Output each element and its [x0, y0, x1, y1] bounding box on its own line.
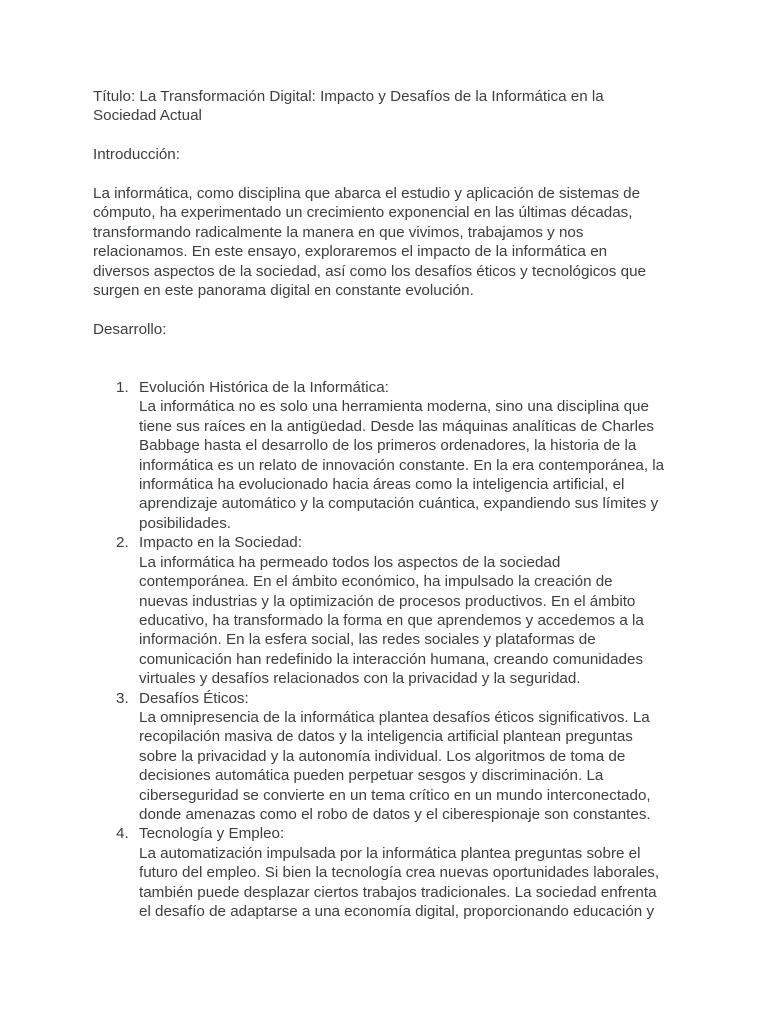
section-heading: Desafíos Éticos: [139, 689, 249, 707]
spacer [93, 126, 693, 145]
section-heading: Impacto en la Sociedad: [139, 534, 302, 552]
spacer [93, 339, 693, 378]
section-text: La automatización impulsada por la informática plantea preguntas sobre el futuro del empleo. Si bien la tecnología crea nuevas oportunidades laborales, también puede desplazar ciertos trabajos tradicionales. La sociedad enfrenta el desafío de adaptarse a una economía digital, proporcionando educación y [139, 844, 660, 920]
section-text: La omnipresencia de la informática plantea desafíos éticos significativos. La recopilación masiva de datos y la inteligencia artificial plantean preguntas sobre la privacidad y la autonomía individual. Los algoritmos de toma de decisiones automática pueden perpetuar sesgos y discriminación. La ciberseguridad se convierte en un tema crítico en un mundo interconectado, donde amenazas como el robo de datos y el ciberespionaje son constantes. [139, 708, 651, 823]
list-item [93, 533, 693, 688]
list-item [93, 689, 693, 825]
document-title: Título: La Transformación Digital: Impacto y Desafíos de la Informática en la Sociedad Actual [93, 88, 604, 125]
section-text: La informática ha permeado todos los aspectos de la sociedad contemporánea. En el ámbito económico, ha impulsado la creación de nuevas industrias y la optimización de procesos productivos. En el ámbito educativo, ha transformado la forma en que aprendemos y accedemos a la información. En la esfera social, las redes sociales y plataformas de comunicación han redefinido la interacción humana, creando comunidades virtuales y desafíos relacionados con la privacidad y la seguridad. [139, 553, 644, 688]
list-item-number: 1. [116, 379, 129, 397]
spacer [93, 300, 693, 319]
section-heading: Evolución Histórica de la Informática: [139, 379, 389, 397]
list-item-number: 2. [116, 534, 129, 552]
list-item-number: 3. [116, 689, 129, 707]
list-item [93, 824, 693, 921]
spacer [93, 165, 693, 184]
intro-heading: Introducción: [93, 146, 180, 164]
development-heading: Desarrollo: [93, 320, 167, 338]
section-list [93, 378, 693, 921]
document-content [93, 87, 693, 921]
intro-paragraph: La informática, como disciplina que abarca el estudio y aplicación de sistemas de cómputo, ha experimentado un crecimiento exponencial en las últimas décadas, transformando radicalmente la manera en que vivimos, trabajamos y nos relacionamos. En este ensayo, exploraremos el impacto de la informática en diversos aspectos de la sociedad, así como los desafíos éticos y tecnológicos que surgen en este panorama digital en constante evolución. [93, 185, 646, 300]
list-item-number: 4. [116, 825, 129, 843]
list-item [93, 378, 693, 533]
section-heading: Tecnología y Empleo: [139, 825, 285, 843]
section-text: La informática no es solo una herramienta moderna, sino una disciplina que tiene sus raíces en la antigüedad. Desde las máquinas analíticas de Charles Babbage hasta el desarrollo de los primeros ordenadores, la historia de la informática es un relato de innovación constante. En la era contemporánea, la informática ha evolucionado hacia áreas como la inteligencia artificial, el aprendizaje automático y la computación cuántica, expandiendo sus límites y posibilidades. [139, 398, 665, 532]
